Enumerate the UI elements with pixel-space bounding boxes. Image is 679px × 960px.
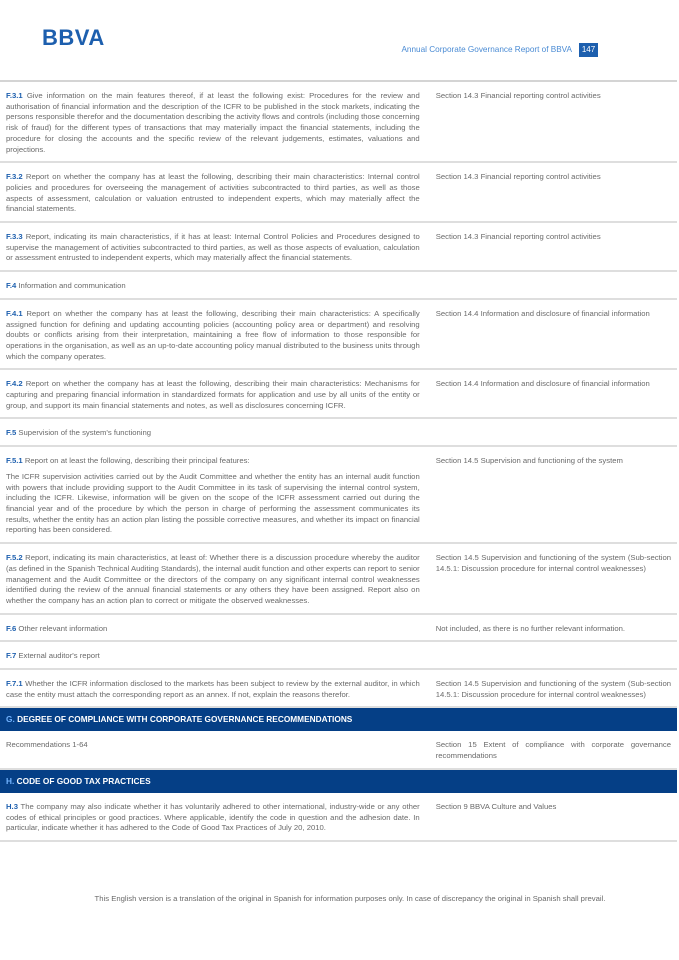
requirement-code: F.7.1 [6,679,23,689]
requirement-text [6,553,420,607]
requirement-description: Information and communication [18,281,126,291]
requirement-code: F.6 [6,623,17,633]
table-row [0,300,677,371]
section-reference: Section 14.4 Information and disclosure of financial information [435,379,650,389]
section-reference: Section 14.3 Financial reporting control activities [435,172,601,182]
section-reference: Section 15 Extent of compliance with corporate governance recommendations [435,740,671,761]
requirement-code: F.5 [6,428,17,438]
requirement-text [6,651,671,662]
requirement-text [6,456,420,536]
requirement-code: F.4.2 [6,379,23,389]
requirement-description: Give information on the main features thereof, if at least the following exist: Procedures for the review and authorisation of financial information and the description of the ICFR to be published in the stock markets, indicating the persons responsible therefor and the documentation describing the activity flows and controls (including those concerning risk of fraud) for the different types of transactions that may materially impact the financial statements, including the procedure for closing the accounts and the specific review of the relevant judgements, estimates, valuations and projections. [6,91,420,154]
section-reference: Section 14.4 Information and disclosure of financial information [435,308,650,318]
table-row [0,544,677,615]
requirement-description: Recommendations 1-64 [6,740,88,750]
section-reference: Section 14.5 Supervision and functioning of the system (Sub-section 14.5.1: Discussion procedure for internal control weaknesses) [435,679,671,699]
table-row [0,670,677,708]
requirement-description: Report on whether the company has at least the following, describing their main characteristics: Internal control policies and procedures for overseeing the management of activities subcontracted to third parties, as well as those aspects of assessment, calculation or valuation entrusted to independent experts, which may materially affect the financial statements. [6,172,420,214]
section-reference: Not included, as there is no further relevant information. [435,623,626,633]
requirement-description: Whether the ICFR information disclosed to the markets has been subject to review by the external auditor, in which case the entity must attach the corresponding report as an annex. If not, explain the reasons therefor. [6,679,420,699]
requirement-text [6,802,420,834]
requirement-text [6,281,671,292]
requirement-text [6,232,420,264]
requirement-code: F.5.2 [6,553,23,563]
requirement-description: Report on at least the following, describing their principal features: [24,456,250,466]
requirement-description: Report on whether the company has at least the following, describing their main characteristics: A specifically assigned function for defining and updating accounting policies (accounting policy area or department) and resolving doubts or conflicts arising from their interpretation, maintaining a free flow of information to those responsible for operations in the organisation, as well as an up-to-date accounting policy manual distributed to the business units through which the company operates. [6,308,420,361]
requirement-code: F.4 [6,281,17,291]
section-code: H. [6,775,15,786]
requirement-description: Other relevant information [18,623,108,633]
section-title: DEGREE OF COMPLIANCE WITH CORPORATE GOVERNANCE RECOMMENDATIONS [17,714,353,725]
requirement-text [6,379,420,411]
requirement-detail: The ICFR supervision activities carried out by the Audit Committee and whether the entity has an internal audit function with powers that include providing support to the Audit Committee in its task of supervising the internal control system, including the ICFR. Likewise, information will be given on the scope of the ICFR assessment carried out during the financial year and of the procedure by which the person in charge of performing the assessment communicates its results, whether the entity has an action plan listing the possible corrective measures, and whether its impact on financial reporting has been considered. [6,471,420,535]
table-row [0,793,677,842]
requirement-code: F.5.1 [6,456,23,466]
index-table [0,80,677,842]
requirement-description: Report, indicating its main characteristics, at least of: Whether there is a discussion procedure whereby the auditor (as defined in the Spanish Technical Auditing Standards), the internal audit function and other experts can report to senior management and the Audit Committee or the directors of the company on any significant internal control weaknesses identified during the review of the annual financial statements or any others they have been assigned. Report also on whether the company has an action plan to correct or mitigate the observed weaknesses. [6,553,420,605]
requirement-code: F.7 [6,651,17,661]
requirement-description: The company may also indicate whether it has voluntarily adhered to other international, industry-wide or any other codes of ethical principles or good practices. Where applicable, identify the code in question and the adhesion date. In particular, indicate whether it has adhered to the Code of Good Tax Practices of July 20, 2010. [6,801,420,833]
requirement-text [6,624,420,635]
requirement-code: F.4.1 [6,308,23,318]
bbva-logo [42,26,120,48]
section-reference: Section 14.3 Financial reporting control activities [435,91,601,100]
requirement-code: F.3.1 [6,91,23,100]
section-reference: Section 14.5 Supervision and functioning of the system [435,456,623,466]
table-row [0,447,677,544]
requirement-description: External auditor's report [18,651,100,661]
requirement-text [6,91,420,155]
table-row [0,82,677,163]
section-reference: Section 14.3 Financial reporting control activities [435,232,601,242]
section-reference: Section 9 BBVA Culture and Values [435,801,557,811]
table-row [0,419,677,447]
section-band [0,708,677,731]
report-title: Annual Corporate Governance Report of BBVA [401,45,572,54]
requirement-description: Supervision of the system's functioning [18,428,152,438]
requirement-text [6,428,671,439]
table-row [0,731,677,769]
requirement-text [6,679,420,700]
section-reference: Section 14.5 Supervision and functioning of the system (Sub-section 14.5.1: Discussion procedure for internal control weaknesses) [435,553,671,573]
table-row [0,642,677,670]
requirement-code: H.3 [6,801,18,811]
table-row [0,223,677,272]
requirement-text [6,172,420,215]
table-row [0,370,677,419]
requirement-description: Report, indicating its main characteristics, if it has at least: Internal Control Policies and Procedures designed to supervise the management of activities subcontracted to third parties, as well as those aspects of evaluation, calculation or assessment entrusted to independent experts, which may materially affect the financial statements. [6,232,420,263]
requirement-text [6,740,420,761]
section-title: CODE OF GOOD TAX PRACTICES [16,775,151,786]
table-row [0,272,677,300]
requirement-description: Report on whether the company has at least the following, describing their main characteristics: Mechanisms for capturing and preparing financial information in standardized formats for application and use by all units of the entity or group, and support its main financial statements and notes, as well as disclosures concerning ICFR. [6,379,420,410]
requirement-text [6,309,420,363]
table-row [0,163,677,223]
section-band [0,770,677,793]
table-row [0,615,677,643]
page-number: 147 [579,43,598,57]
section-code: G. [6,714,15,725]
svg-text:BBVA: BBVA [42,26,105,48]
requirement-code: F.3.3 [6,232,23,242]
requirement-code: F.3.2 [6,172,23,182]
translation-disclaimer: This English version is a translation of the original in Spanish for information purposes only. In case of discrepancy the original in Spanish shall prevail. [94,894,606,903]
